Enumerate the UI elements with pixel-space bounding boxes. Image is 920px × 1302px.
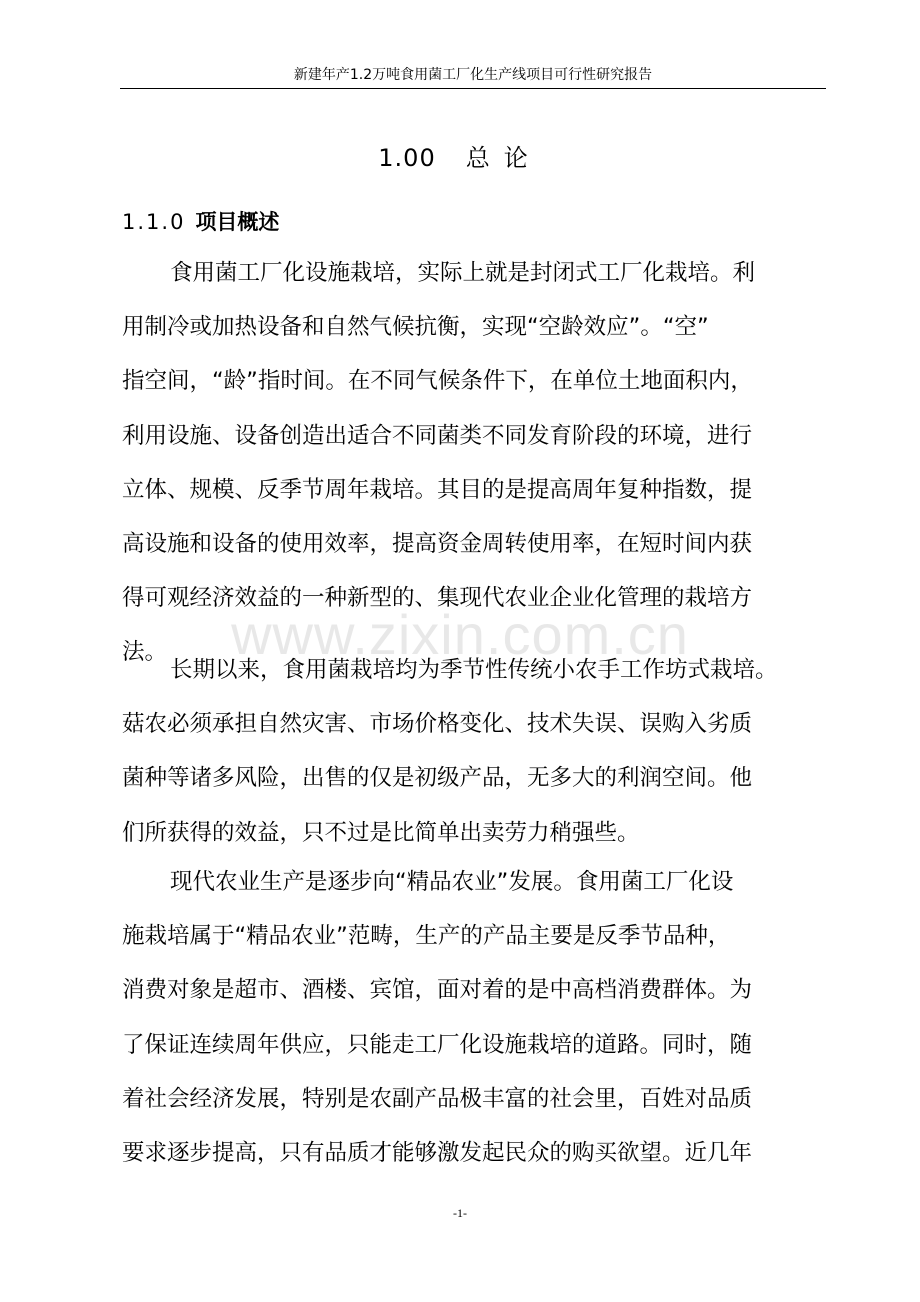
paragraph-line: 菌种等诸多风险，出售的仅是初级产品，无多大的利润空间。他 [122,765,753,792]
paragraph-line: 要求逐步提高，只有品质才能够激发起民众的购买欲望。近几年 [122,1139,753,1166]
paragraph-line: 指空间，“龄”指时间。在不同气候条件下，在单位土地面积内， [122,368,753,395]
paragraph-line: 长期以来，食用菌栽培均为季节性传统小农手工作坊式栽培。 [170,657,778,683]
paragraph-line: 食用菌工厂化设施栽培，实际上就是封闭式工厂化栽培。利 [170,260,756,286]
section-heading [122,204,279,240]
watermark: www.zixin.com.cn [231,603,689,666]
paragraph-line: 现代农业生产是逐步向“精品农业”发展。食用菌工厂化设 [170,869,734,895]
paragraph-line: 菇农必须承担自然灾害、市场价格变化、技术失误、误购入劣质 [122,711,753,738]
section-number: 1.1.0 [122,210,186,234]
paragraph-1 [122,246,828,680]
paragraph-line: 得可观经济效益的一种新型的、集现代农业企业化管理的栽培方 [122,585,753,612]
paragraph-line: 了保证连续周年供应，只能走工厂化设施栽培的道路。同时，随 [122,1031,753,1058]
paragraph-line: 消费对象是超市、酒楼、宾馆，面对着的是中高档消费群体。为 [122,977,753,1004]
paragraph-2 [122,643,828,860]
section-label: 项目概述 [195,210,280,234]
chapter-title [0,140,920,176]
paragraph-line: 利用设施、设备创造出适合不同菌类不同发育阶段的环境，进行 [122,422,753,449]
paragraph-3 [122,855,828,1180]
paragraph-line: 们所获得的效益，只不过是比简单出卖劳力稍强些。 [122,819,640,846]
chapter-number: 1.00 [378,144,436,172]
paragraph-line: 用制冷或加热设备和自然气候抗衡，实现“空龄效应”。“空” [122,314,709,341]
paragraph-line: 施栽培属于“精品农业”范畴，生产的产品主要是反季节品种， [122,923,731,950]
paragraph-line: 法。 [122,639,168,666]
chapter-word: 总论 [465,144,542,172]
page-header: 新建年产1.2万吨食用菌工厂化生产线项目可行性研究报告 [120,62,826,89]
page-number: -1- [453,1206,467,1220]
paragraph-line: 立体、规模、反季节周年栽培。其目的是提高周年复种指数，提 [122,476,753,503]
paragraph-line: 着社会经济发展，特别是农副产品极丰富的社会里，百姓对品质 [122,1085,753,1112]
paragraph-line: 高设施和设备的使用效率，提高资金周转使用率，在短时间内获 [122,530,753,557]
